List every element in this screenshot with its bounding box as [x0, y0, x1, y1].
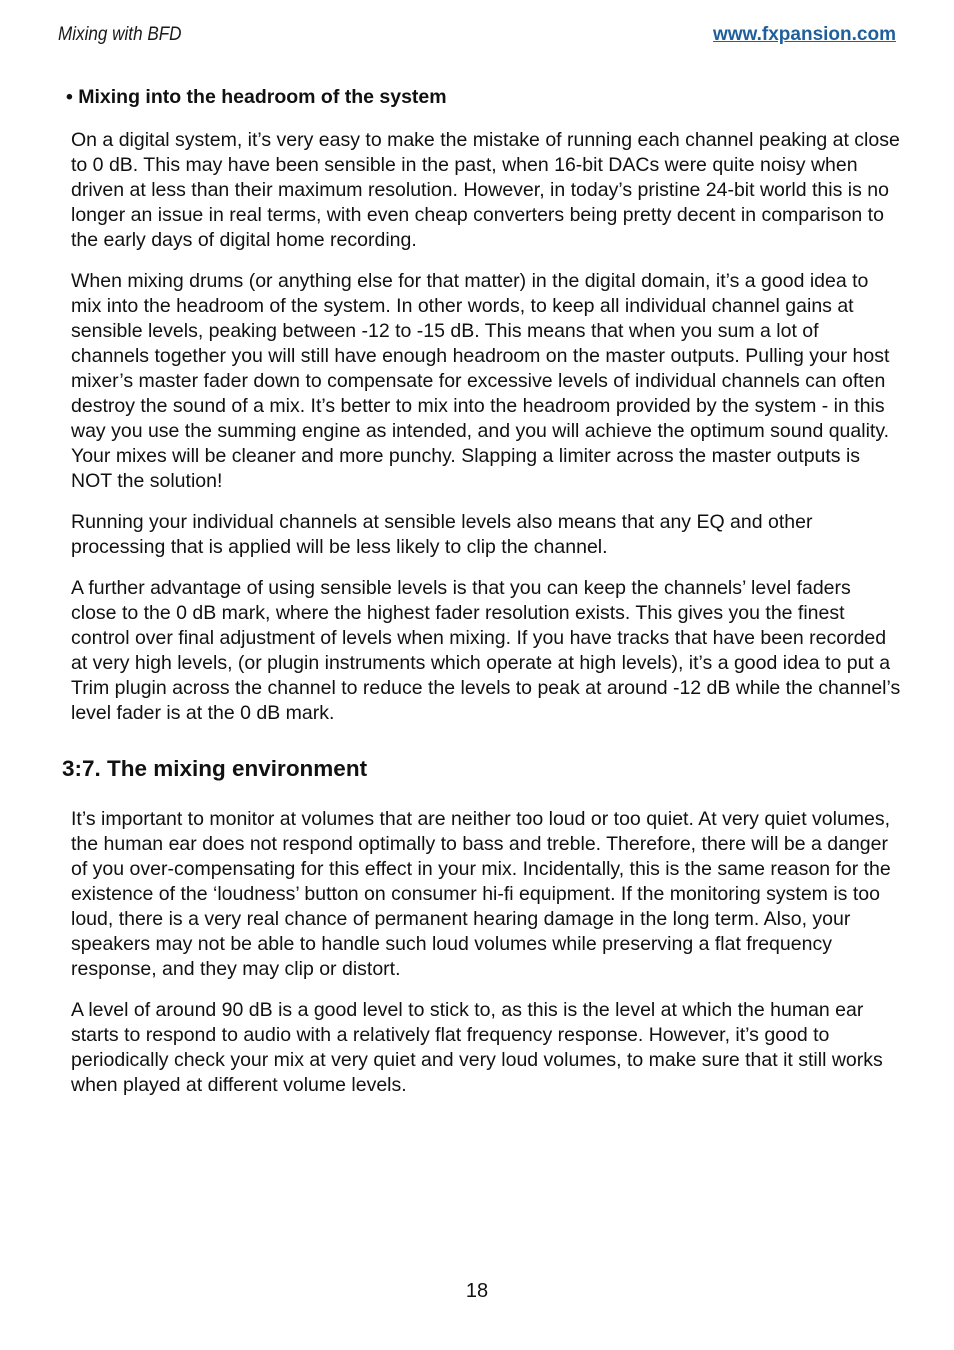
headroom-section — [71, 128, 901, 742]
document-title: Mixing with BFD — [58, 24, 182, 45]
environment-section — [71, 807, 901, 1114]
headroom-paragraph-3: Running your individual channels at sensible levels also means that any EQ and other processing that is applied will be less likely to clip the channel. — [71, 511, 813, 558]
website-link[interactable]: www.fxpansion.com — [713, 24, 896, 45]
environment-paragraph-2: A level of around 90 dB is a good level to stick to, as this is the level at which the human ear starts to respond to audio with a relatively flat frequency response. However, it’s good to periodically check your mix at very quiet and very loud volumes, to make sure that it still works when played at different volume levels. — [71, 999, 883, 1096]
environment-heading: 3:7. The mixing environment — [62, 756, 368, 781]
environment-paragraph-1: It’s important to monitor at volumes that are neither too loud or too quiet. At very quiet volumes, the human ear does not respond optimally to bass and treble. Therefore, there will be a danger of you over-compensating for this effect in your mix. Incidentally, this is the same reason for the existence of the ‘loudness’ button on consumer hi-fi equipment. If the monitoring system is too loud, there is a very real chance of permanent hearing damage in the long term. Also, your speakers may not be able to handle such loud volumes while preserving a flat frequency response, and they may clip or distort. — [71, 808, 891, 980]
headroom-paragraph-1: On a digital system, it’s very easy to make the mistake of running each channel peaking at close to 0 dB. This may have been sensible in the past, when 16-bit DACs were quite noisy when driven at less than their maximum resolution. However, in today’s pristine 24-bit world this is no longer an issue in real terms, with even cheap converters being pretty decent in comparison to the early days of digital home recording. — [71, 129, 900, 251]
headroom-paragraph-2: When mixing drums (or anything else for that matter) in the digital domain, it’s a good idea to mix into the headroom of the system. In other words, to keep all individual channel gains at sensible levels, peaking between -12 to -15 dB. This means that when you sum a lot of channels together you will still have enough headroom on the master outputs. Pulling your host mixer’s master fader down to compensate for excessive levels of individual channels can often destroy the sound of a mix. It’s better to mix into the headroom provided by the system - in this way you use the summing engine as intended, and you will achieve the optimum sound quality. Your mixes will be cleaner and more punchy. Slapping a limiter across the master outputs is NOT the solution! — [71, 270, 890, 492]
headroom-heading: • Mixing into the headroom of the system — [66, 86, 447, 108]
headroom-paragraph-4: A further advantage of using sensible levels is that you can keep the channels’ level faders close to the 0 dB mark, where the highest fader resolution exists. This gives you the finest control over final adjustment of levels when mixing. If you have tracks that have been recorded at very high levels, (or plugin instruments which operate at high levels), it’s a good idea to put a Trim plugin across the channel to reduce the levels to peak at around -12 dB while the channel’s level fader is at the 0 dB mark. — [71, 577, 901, 724]
page-number: 18 — [465, 1280, 489, 1302]
